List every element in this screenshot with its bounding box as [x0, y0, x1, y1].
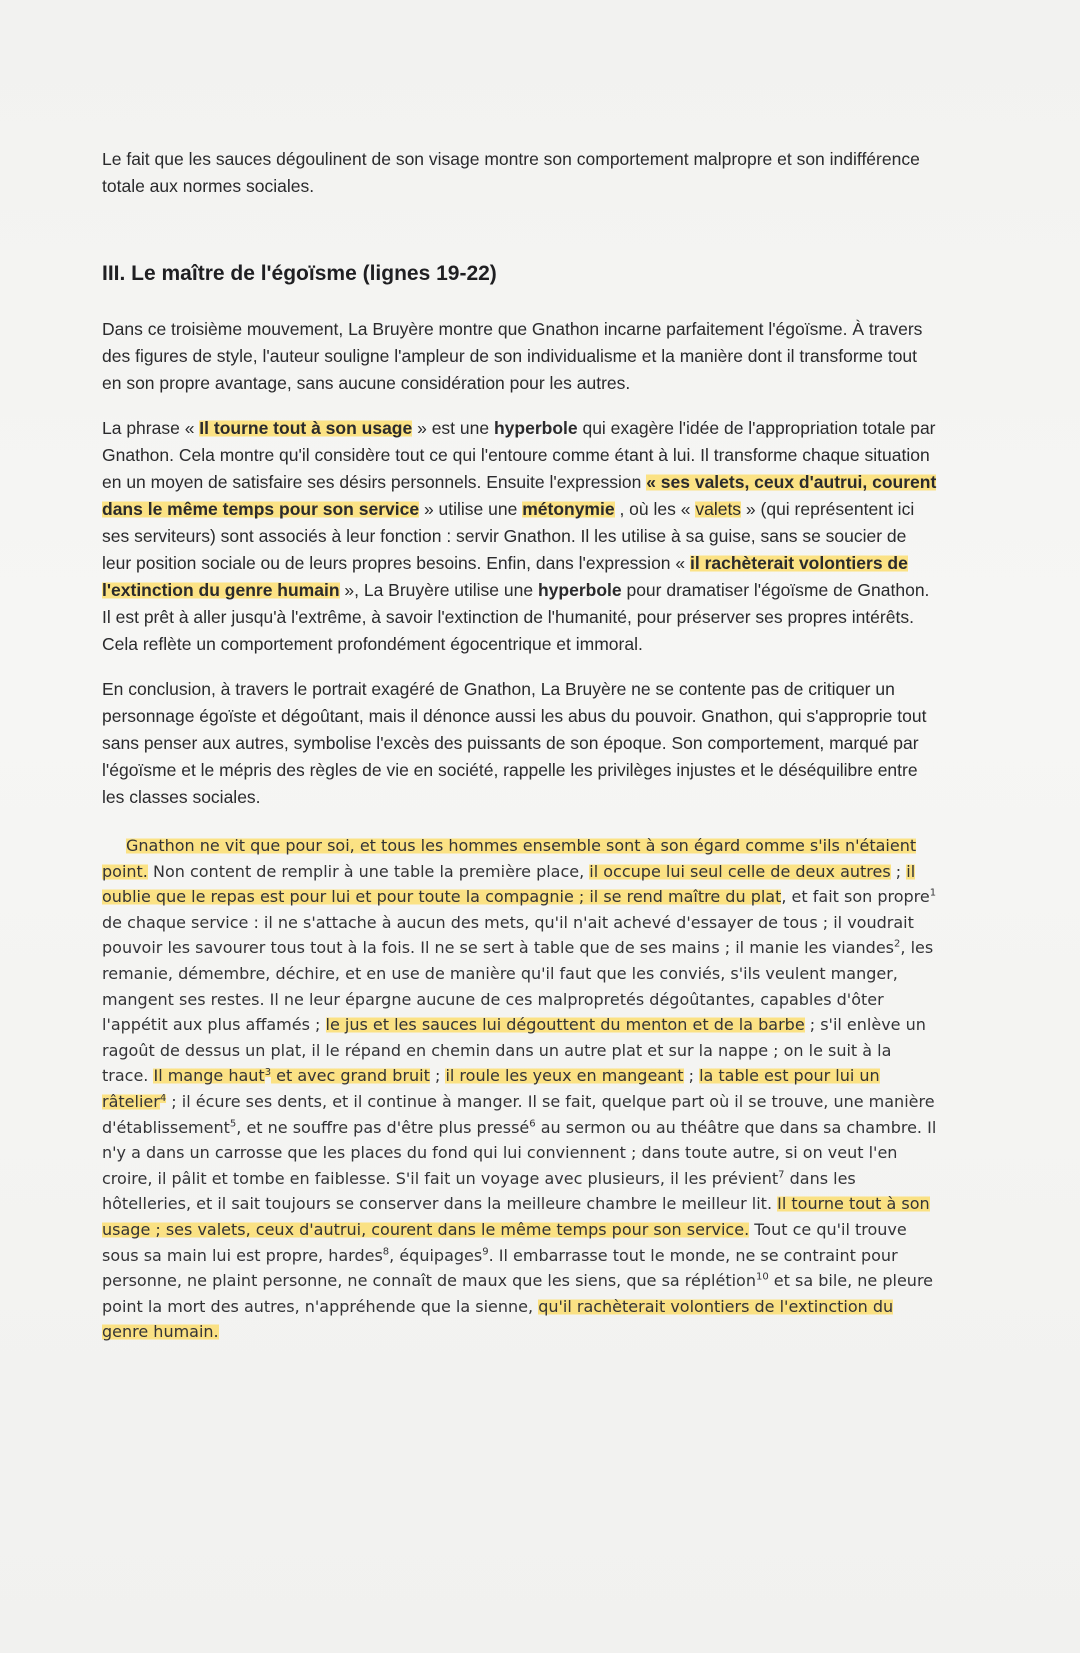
footnote-ref: 1 — [929, 887, 937, 899]
paragraph-1: Dans ce troisième mouvement, La Bruyère montre que Gnathon incarne parfaitement l'égoïsme. À travers des figures de style, l'auteur souligne l'ampleur de son individualisme et la manière dont il transforme tout en son propre avantage, sans aucune considération pour les autres. — [102, 319, 923, 393]
footnote-ref: 6 — [529, 1118, 536, 1130]
paragraph-2: La phrase « Il tourne tout à son usage » est une hyperbole qui exagère l'idée de l'appropriation totale par Gnathon. Cela montre qu'il considère tout ce qui l'entoure comme étant à lui. Il transforme chaque situation en un moyen de satisfaire ses désirs personnels. Ensuite l'expression « ses valets, ceux d'autrui, courent dans le même temps pour son service » utilise une métonymie , où les « valets » (qui représentent ici ses serviteurs) sont associés à leur fonction : servir Gnathon. Il les utilise à sa guise, sans se soucier de leur position sociale ou de leurs propres besoins. Enfin, dans l'expression « il rachèterait volontiers de l'extinction du genre humain », La Bruyère utilise une hyperbole pour dramatiser l'égoïsme de Gnathon. Il est prêt à aller jusqu'à l'extrême, à savoir l'extinction de l'humanité, pour préserver ses propres intérêts. Cela reflète un comportement profondément égocentrique et immoral. — [102, 418, 937, 654]
highlight-quote: « ses valets, ceux d'autrui, courent dans le même temps pour son service — [102, 472, 937, 519]
footnote-ref: 3 — [264, 1067, 272, 1079]
source-excerpt: Gnathon ne vit que pour soi, et tous les hommes ensemble sont à son égard comme s'ils n'étaient point. Non content de remplir à une table la première place, il occupe lui seul celle de deux autres ; il oublie que le repas est pour lui et pour toute la compagnie ; il se rend maître du plat, et fait son propre$^1$ de chaque service : il ne s'attache à aucun des mets, qu'il n'ait achevé d'essayer de tous ; il voudrait pouvoir les savourer tous tout à la fois. Il ne se sert à table que de ses mains ; il manie les viandes$^2$, les remanie, démembre, déchire, et en use de manière qu'il faut que les conviés, s'ils veulent manger, mangent ses restes. Il ne leur épargne aucune de ces malpropretés dégoûtantes, capables d'ôter l'appétit aux plus affamés ; le jus et les sauces lui dégouttent du menton et de la barbe ; s'il enlève un ragoût de dessus un plat, il le répand en chemin dans un autre plat et sur la nappe ; on le suit à la trace. Il mange haut$^3$ et avec grand bruit ; il roule les yeux en mangeant ; la table est pour lui un râtelier$^4$ ; il écure ses dents, et il continue à manger. Il se fait, quelque part où il se trouve, une manière d'établissement$^5$, et ne souffre pas d'être plus pressé$^6$ au sermon ou au théâtre que dans sa chambre. Il n'y a dans un carrosse que les places du fond qui lui conviennent ; dans toute autre, si on veut l'en croire, il pâlit et tombe en faiblesse. S'il fait un voyage avec plusieurs, il les prévient$^7$ dans les hôtelleries, et il sait toujours se conserver dans la meilleure chambre le meilleur lit. Il tourne tout à son usage ; ses valets, ceux d'autrui, courent dans le même temps pour son service. Tout ce qu'il trouve sous sa main lui est propre, hardes$^8$, équipages$^9$. Il embarrasse tout le monde, ne se contraint pour personne, ne plaint personne, ne connaît de maux que les siens, que sa réplétion$^{10}$ et sa bile, ne pleure point la mort des autres, n'appréhende que la sienne, qu'il rachèterait volontiers de l'extinction du genre humain. — [102, 836, 937, 1342]
highlight: le jus et les sauces lui dégouttent du menton et de la barbe — [325, 1015, 805, 1035]
highlight: et avec grand bruit — [271, 1066, 430, 1086]
keyword: métonymie — [522, 499, 615, 519]
highlight: Il tourne tout à son usage ; ses valets, ceux d'autrui, courent dans le même temps pour son service. — [102, 1194, 930, 1239]
highlight: la table est pour lui un râtelier — [102, 1066, 880, 1111]
footnote-ref: 4 — [159, 1092, 167, 1104]
keyword: hyperbole — [493, 418, 578, 438]
section-heading: III. Le maître de l'égoïsme (lignes 19-22) — [102, 262, 497, 285]
intro-paragraph: Le fait que les sauces dégoulinent de son visage montre son comportement malpropre et son indifférence totale aux normes sociales. — [102, 149, 920, 196]
footnote-ref: 9 — [482, 1246, 489, 1258]
highlight: qu'il rachèterait volontiers de l'extinction du genre humain. — [102, 1296, 894, 1342]
highlight: il occupe lui seul celle de deux autres — [589, 861, 891, 881]
highlight-quote: il rachèterait volontiers de l'extinction du genre humain — [102, 553, 908, 600]
highlight-quote: Il tourne tout à son usage — [199, 418, 413, 438]
footnote-ref: 7 — [778, 1169, 785, 1181]
highlight: il roule les yeux en mangeant — [445, 1066, 684, 1086]
footnote-ref: 10 — [755, 1271, 769, 1283]
highlight: il oublie que le repas est pour lui et pour toute la compagnie ; il se rend maître du plat — [102, 861, 916, 907]
conclusion-paragraph: En conclusion, à travers le portrait exagéré de Gnathon, La Bruyère ne se contente pas de critiquer un personnage égoïste et dégoûtant, mais il dénonce aussi les abus du pouvoir. Gnathon, qui s'approprie tout sans penser aux autres, symbolise l'excès des puissants de son époque. Son comportement, marqué par l'égoïsme et le mépris des règles de vie en société, rappelle les privilèges injustes et le déséquilibre entre les classes sociales. — [102, 679, 927, 807]
keyword: hyperbole — [537, 580, 622, 600]
highlight-quote: valets — [695, 499, 742, 519]
highlight: Il mange haut — [153, 1066, 265, 1086]
footnote-ref: 5 — [229, 1118, 237, 1130]
footnote-ref: 2 — [894, 939, 901, 951]
footnote-ref: 8 — [382, 1246, 390, 1258]
highlight: Gnathon ne vit que pour soi, et tous les hommes ensemble sont à son égard comme s'ils n'étaient point. — [102, 836, 917, 881]
